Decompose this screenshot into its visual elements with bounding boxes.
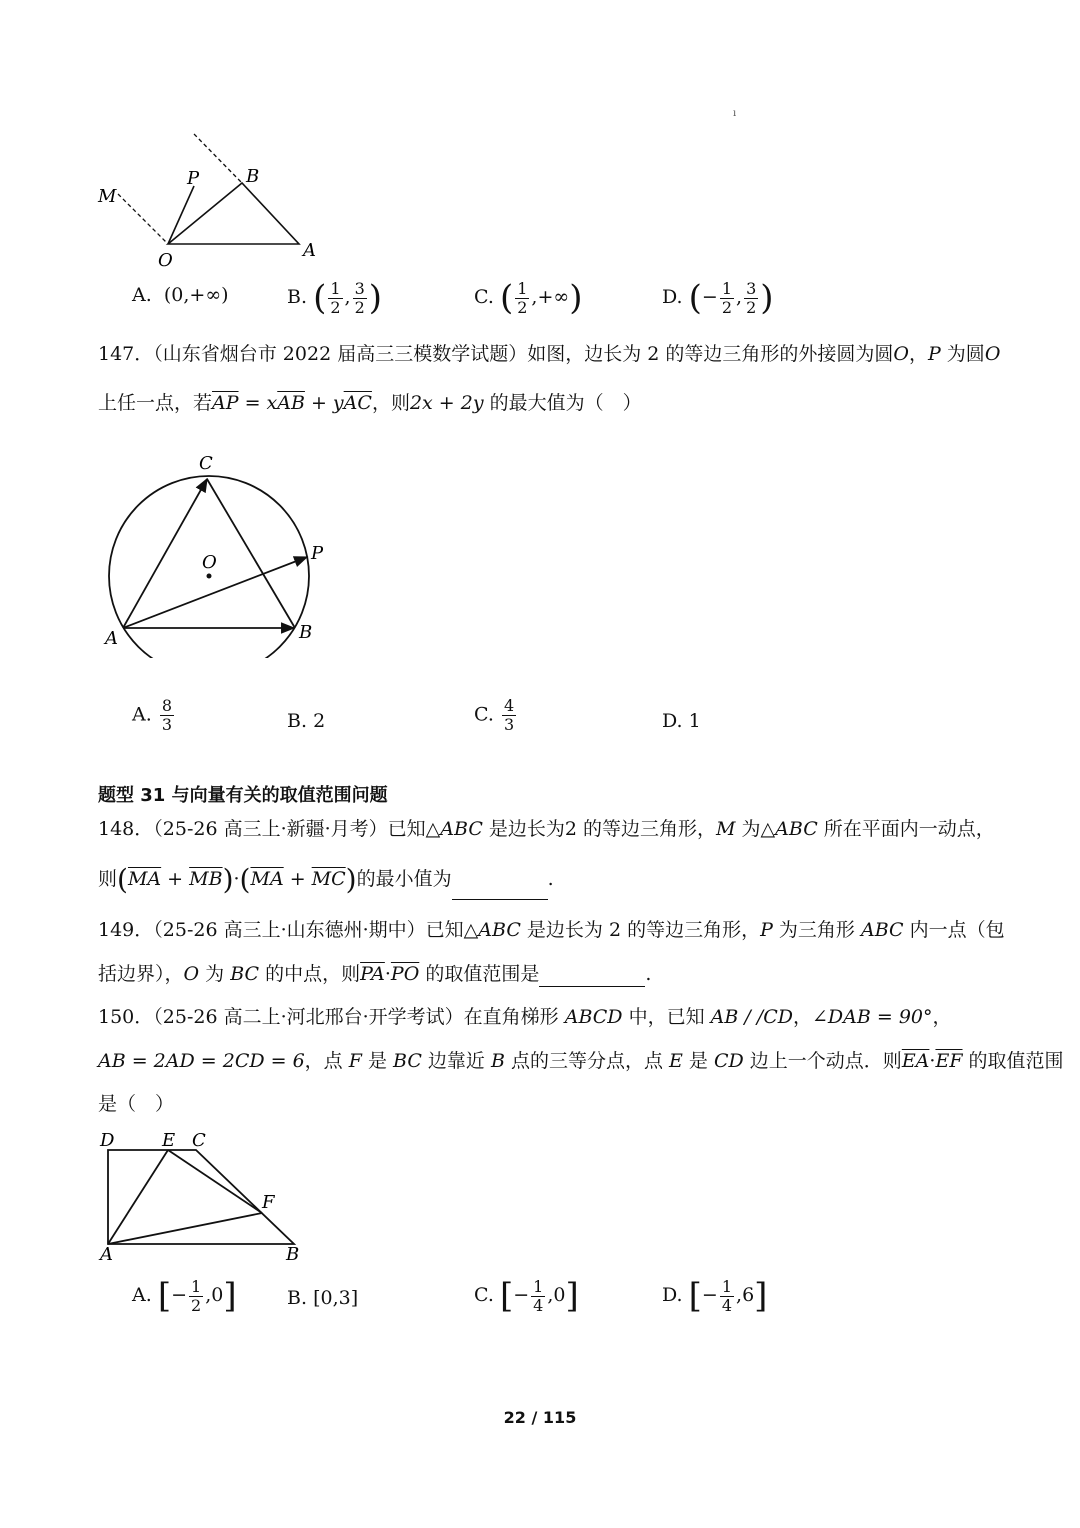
q147-option-d[interactable] — [662, 708, 701, 734]
text: . — [547, 868, 554, 890]
q150-option-d[interactable] — [662, 1276, 767, 1316]
q149-line2 — [98, 961, 651, 987]
math-var: ABCD — [564, 1006, 623, 1028]
question-source: （25-26 高三上·新疆·月考） — [153, 818, 388, 840]
fraction: $\frac{1}{2}$ — [330, 278, 341, 317]
label-e: E — [162, 1130, 176, 1151]
text: ， — [792, 1006, 812, 1028]
minus-sign: − — [171, 1284, 187, 1306]
label-o: O — [158, 250, 173, 271]
math-var: M — [716, 818, 736, 840]
q150-line1 — [98, 1004, 952, 1030]
bracket-left: [ — [688, 1276, 702, 1316]
math-var: O — [183, 963, 200, 985]
fraction: $\frac{8}{3}$ — [161, 696, 172, 734]
paren-right: ) — [222, 863, 234, 896]
bracket-left: [ — [157, 1276, 172, 1316]
vector: $\overline{MC}$ — [311, 868, 346, 890]
question-number: 148． — [98, 818, 154, 840]
q147-figure — [96, 448, 336, 658]
label-c: C — [192, 1130, 206, 1151]
text: 为圆 — [940, 343, 985, 365]
text: 的最大值为（ ） — [483, 392, 642, 414]
option-tail: ,+∞ — [531, 286, 570, 308]
text: 是边长为 2 的等边三角形， — [520, 919, 761, 941]
answer-blank[interactable] — [539, 966, 645, 987]
text: 如图，边长为 2 的等边三角形的外接圆为圆 — [527, 343, 894, 365]
option-value: [0,3] — [313, 1287, 359, 1309]
option-tail: ,6 — [736, 1284, 755, 1306]
fraction: $\frac{1}{2}$ — [721, 278, 733, 317]
paren-right: ) — [345, 863, 357, 896]
math: 2x + 2y — [409, 392, 484, 414]
bracket-right: ] — [565, 1276, 579, 1316]
paren-right: ) — [760, 278, 774, 318]
label-p: P — [187, 168, 200, 189]
page-number: 22 / 115 — [503, 1408, 577, 1427]
math-var: E — [669, 1050, 683, 1072]
option-value: 2 — [313, 710, 326, 732]
option-label: A. — [132, 284, 152, 306]
label-a: A — [100, 1244, 113, 1265]
vector: $\overline{PA}$ — [360, 963, 385, 985]
q147-option-a[interactable] — [132, 697, 176, 734]
text: 已知△ — [387, 818, 441, 840]
math-var: ABC — [775, 818, 818, 840]
math-var: ABC — [478, 919, 521, 941]
q146-option-c[interactable] — [474, 278, 582, 318]
paren-left: ( — [313, 278, 327, 318]
vector: $\overline{EA}$ — [901, 1050, 930, 1072]
bracket-left: [ — [499, 1276, 514, 1316]
text: 为三角形 — [772, 919, 861, 941]
minus-sign: − — [701, 286, 718, 308]
question-number: 150． — [98, 1006, 154, 1028]
math-var: P — [760, 919, 773, 941]
paren-left: ( — [499, 278, 514, 318]
vector: $\overline{EF}$ — [935, 1050, 963, 1072]
option-label: D. — [662, 710, 683, 732]
text: 的最小值为 — [356, 868, 452, 890]
label-a: A — [105, 628, 118, 649]
text: 是边长为2 的等边三角形， — [482, 818, 717, 840]
option-label: D. — [662, 286, 683, 308]
minus-sign: − — [701, 1284, 718, 1306]
option-value: 1 — [688, 710, 701, 732]
q146-option-a[interactable] — [132, 282, 229, 308]
math: + — [283, 868, 312, 890]
label-c: C — [199, 453, 213, 474]
math: AB / /CD — [710, 1006, 793, 1028]
text: 边上一个动点．则 — [743, 1050, 902, 1072]
q150-option-b[interactable] — [287, 1285, 358, 1311]
option-label: A. — [132, 1284, 152, 1306]
q148-line1 — [98, 816, 995, 842]
question-number: 149． — [98, 919, 154, 941]
text: 括边界）， — [98, 963, 184, 985]
paren-right: ) — [368, 278, 383, 318]
vector-ac — [123, 479, 207, 628]
text: 点的三等分点，点 — [504, 1050, 670, 1072]
math-var: B — [490, 1050, 505, 1072]
bracket-right: ] — [754, 1276, 768, 1316]
label-d: D — [100, 1130, 115, 1151]
math-var: CD — [713, 1050, 744, 1072]
paren-left: ( — [688, 278, 702, 318]
q146-figure — [90, 128, 330, 273]
math: + — [161, 868, 190, 890]
text: 则 — [98, 868, 118, 890]
paren-left: ( — [239, 863, 251, 896]
option-label: D. — [662, 1284, 683, 1306]
q148-line2 — [98, 860, 554, 900]
question-source: （山东省烟台市 2022 届高三三模数学试题） — [153, 343, 528, 365]
option-value: (0,+∞) — [163, 284, 229, 306]
segment-ae — [108, 1150, 168, 1244]
math-var: O — [984, 343, 1001, 365]
fraction: $\frac{3}{2}$ — [354, 278, 365, 317]
fraction: $\frac{1}{4}$ — [533, 1276, 544, 1315]
math: + y — [304, 392, 344, 414]
math: = x — [238, 392, 278, 414]
minus-sign: − — [513, 1284, 530, 1306]
text: 边靠近 — [421, 1050, 491, 1072]
text: 是 — [361, 1050, 393, 1072]
fraction: $\frac{3}{2}$ — [746, 278, 757, 317]
option-label: C. — [474, 286, 494, 308]
text: 在直角梯形 — [463, 1006, 565, 1028]
paren-left: ( — [117, 863, 128, 896]
math-var: O — [893, 343, 909, 365]
vector: $\overline{MB}$ — [189, 868, 223, 890]
text: ，点 — [304, 1050, 349, 1072]
q150-line2 — [98, 1048, 1064, 1074]
math: ∠DAB = 90° — [811, 1006, 933, 1028]
vector: $\overline{AP}$ — [212, 392, 239, 414]
question-source: （25-26 高三上·山东德州·期中） — [153, 919, 426, 941]
segment-af — [108, 1213, 262, 1244]
text: 所在平面内一动点， — [817, 818, 995, 840]
label-m: M — [98, 186, 117, 207]
math: AB = 2AD = 2CD = 6 — [98, 1050, 305, 1072]
vector: $\overline{AB}$ — [277, 392, 305, 414]
text: 为△ — [735, 818, 776, 840]
section-heading: 题型 31 与向量有关的取值范围问题 — [98, 785, 388, 806]
option-tail: ,0 — [547, 1284, 566, 1306]
math-var: BC — [393, 1050, 422, 1072]
dashed-line-mo — [118, 194, 168, 244]
option-label: B. — [287, 1287, 308, 1309]
option-tail: ,0 — [205, 1284, 224, 1306]
text: 为 — [199, 963, 231, 985]
fraction: $\frac{1}{2}$ — [517, 278, 528, 317]
math-var: BC — [230, 963, 260, 985]
text: . — [645, 963, 652, 985]
q147-option-b[interactable] — [287, 708, 325, 734]
fraction: $\frac{1}{2}$ — [191, 1276, 202, 1315]
q146-option-b[interactable]: B. ( $\frac{1}{2}$ , $\frac{3}{2}$ ) — [287, 278, 383, 318]
math-var: ABC — [860, 919, 904, 941]
vector: $\overline{AC}$ — [343, 392, 372, 414]
q149-line1 — [98, 917, 1005, 943]
math: · — [929, 1050, 936, 1072]
text: ， — [932, 1006, 952, 1028]
q147-line2 — [98, 390, 642, 416]
segment-cb — [207, 479, 295, 628]
fraction: $\frac{4}{3}$ — [503, 696, 515, 734]
option-label: C. — [474, 1284, 494, 1306]
label-f: F — [262, 1192, 275, 1213]
option-label: C. — [474, 703, 494, 726]
math: · — [384, 963, 391, 985]
label-o: O — [202, 552, 217, 573]
text: 是 — [682, 1050, 714, 1072]
top-marker: ı — [733, 108, 737, 119]
q150-option-c[interactable] — [474, 1276, 579, 1316]
dashed-line-ob — [194, 134, 242, 183]
option-label: A. — [132, 703, 152, 726]
q147-line1 — [98, 341, 1000, 367]
math-var: ABC — [440, 818, 483, 840]
q150-figure — [96, 1126, 316, 1266]
label-b: B — [299, 622, 313, 643]
label-p: P — [311, 543, 324, 564]
option-label: B. — [287, 710, 308, 732]
triangle-oab — [168, 183, 299, 244]
text: 中，已知 — [622, 1006, 711, 1028]
paren-right: ) — [569, 278, 583, 318]
math: · — [233, 868, 240, 890]
segment-op — [168, 186, 194, 244]
text: 的中点，则 — [259, 963, 361, 985]
q150-line3: 是（ ） — [98, 1093, 175, 1115]
center-dot — [207, 574, 212, 579]
text: ， — [908, 343, 928, 365]
text: ，则 — [371, 392, 410, 414]
question-source: （25-26 高二上·河北邢台·开学考试） — [153, 1006, 464, 1028]
vector: $\overline{MA}$ — [250, 868, 284, 890]
label-b: B — [286, 1244, 300, 1265]
text: 已知△ — [425, 919, 479, 941]
bracket-right: ] — [223, 1276, 237, 1316]
math-var: F — [348, 1050, 362, 1072]
math-var: P — [927, 343, 941, 365]
option-label: B. — [287, 286, 308, 308]
question-number: 147． — [98, 343, 154, 365]
answer-blank[interactable] — [452, 879, 548, 900]
text: 上任一点，若 — [98, 392, 213, 414]
q146-option-d[interactable]: D. (− $\frac{1}{2}$ , $\frac{3}{2}$ ) — [662, 278, 774, 318]
vector: $\overline{PO}$ — [390, 963, 420, 985]
segment-ef — [168, 1150, 262, 1213]
q147-option-c[interactable] — [474, 697, 518, 734]
q150-option-a[interactable] — [132, 1276, 237, 1316]
label-a: A — [303, 240, 316, 261]
vector: $\overline{MA}$ — [127, 868, 162, 890]
text: 的取值范围 — [962, 1050, 1064, 1072]
label-b: B — [246, 166, 260, 187]
fraction: $\frac{1}{4}$ — [721, 1276, 733, 1315]
text: 内一点（包 — [903, 919, 1005, 941]
text: 的取值范围是 — [419, 963, 540, 985]
